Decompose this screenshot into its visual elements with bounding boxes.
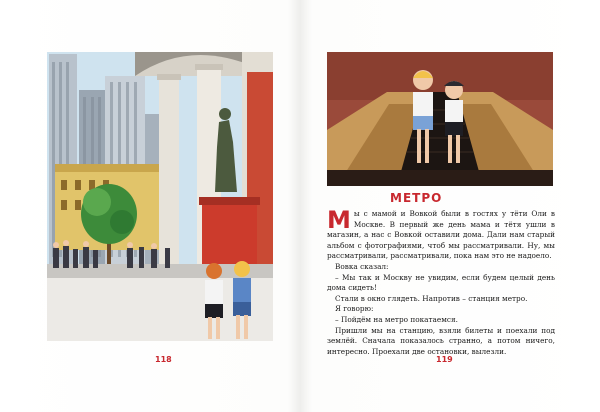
escalator-illustration <box>327 52 553 186</box>
drop-cap: М <box>327 206 351 234</box>
paragraph: Пришли мы на станцию, взяли билеты и поехали под землёй. Сначала показалось странно, а потом ничего, интересно. Проехали две остановки, вылезли. <box>327 325 555 356</box>
paragraph: Я говорю: <box>335 304 374 314</box>
street-illustration <box>47 52 273 341</box>
paragraph: Стали в окно глядеть. Напротив – станция метро. <box>335 293 528 303</box>
chapter-heading: МЕТРО <box>390 191 443 205</box>
paragraph: – Пойдём на метро покатаемся. <box>335 314 458 324</box>
page-number: 119 <box>436 355 453 364</box>
paragraph: Вовка сказал: <box>335 261 389 271</box>
page-number: 118 <box>155 355 172 364</box>
right-page <box>300 0 600 412</box>
paragraph: ы с мамой и Вовкой были в гостях у тёти Оли в Москве. В первый же день мама и тётя ушли в магазин, а нас с Вовкой оставили дома. Дали нам старый альбом с фотографиями, чтоб мы рассматривали. Ну, мы рассматривали, рассматривали, пока нам это не надоело. <box>327 209 555 261</box>
story-text <box>327 206 555 357</box>
paragraph: – Мы так и Москву не увидим, если будем целый день дома сидеть! <box>327 272 555 293</box>
